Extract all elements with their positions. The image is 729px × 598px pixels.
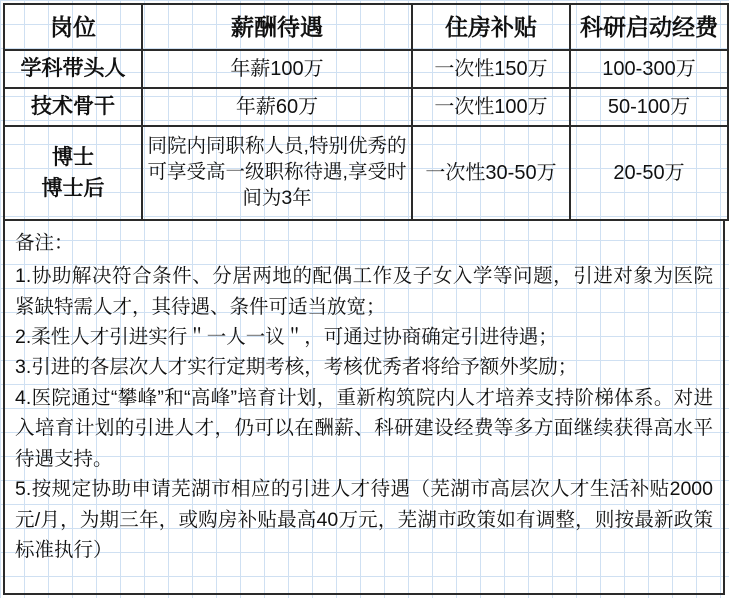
- header-housing-subsidy: 住房补贴: [412, 4, 570, 50]
- row-research-backbone: 50-100万: [570, 88, 728, 126]
- row-salary-doctor: 同院内同职称人员,特别优秀的可享受高一级职称待遇,享受时间为3年: [142, 126, 412, 220]
- row-position-backbone: 技术骨干: [4, 88, 142, 126]
- notes-title: 备注：: [15, 232, 74, 254]
- row-housing-leader: 一次性150万: [412, 50, 570, 88]
- row-research-leader: 100-300万: [570, 50, 728, 88]
- note-item-5: 5.按规定协助申请芜湖市相应的引进人才待遇（芜湖市高层次人才生活补贴2000元/月，为期三年，或购房补贴最高40万元，芜湖市政策如有调整，则按最新政策标准执行）: [15, 478, 713, 561]
- row-position-leader: 学科带头人: [4, 50, 142, 88]
- header-research-funding: 科研启动经费: [570, 4, 728, 50]
- header-salary: 薪酬待遇: [142, 4, 412, 50]
- notes-section: [3, 219, 725, 595]
- table-row: [4, 88, 728, 126]
- table-row: [4, 50, 728, 88]
- row-salary-leader: 年薪100万: [142, 50, 412, 88]
- note-item-3: 3.引进的各层次人才实行定期考核，考核优秀者将给予额外奖励；: [15, 356, 578, 379]
- note-item-2: 2.柔性人才引进实行＂一人一议＂，可通过协商确定引进待遇；: [15, 326, 558, 349]
- talent-benefits-table: [3, 3, 729, 221]
- table-header-row: [4, 4, 728, 50]
- row-housing-doctor: 一次性30-50万: [412, 126, 570, 220]
- row-position-doctor: [4, 126, 142, 220]
- table-row: [4, 126, 728, 220]
- row-research-doctor: 20-50万: [570, 126, 728, 220]
- row-housing-backbone: 一次性100万: [412, 88, 570, 126]
- row-salary-backbone: 年薪60万: [142, 88, 412, 126]
- row-position-doctor-line1: 博士: [52, 145, 94, 169]
- note-item-1: 1.协助解决符合条件、分居两地的配偶工作及子女入学等问题，引进对象为医院紧缺特需人才，其待遇、条件可适当放宽；: [15, 265, 713, 318]
- row-position-doctor-line2: 博士后: [41, 177, 105, 200]
- note-item-4: 4.医院通过“攀峰”和“高峰”培育计划，重新构筑院内人才培养支持阶梯体系。对进入培育计划的引进人才，仍可以在酬薪、科研建设经费等多方面继续获得高水平待遇支持。: [15, 386, 713, 470]
- header-position: 岗位: [4, 4, 142, 50]
